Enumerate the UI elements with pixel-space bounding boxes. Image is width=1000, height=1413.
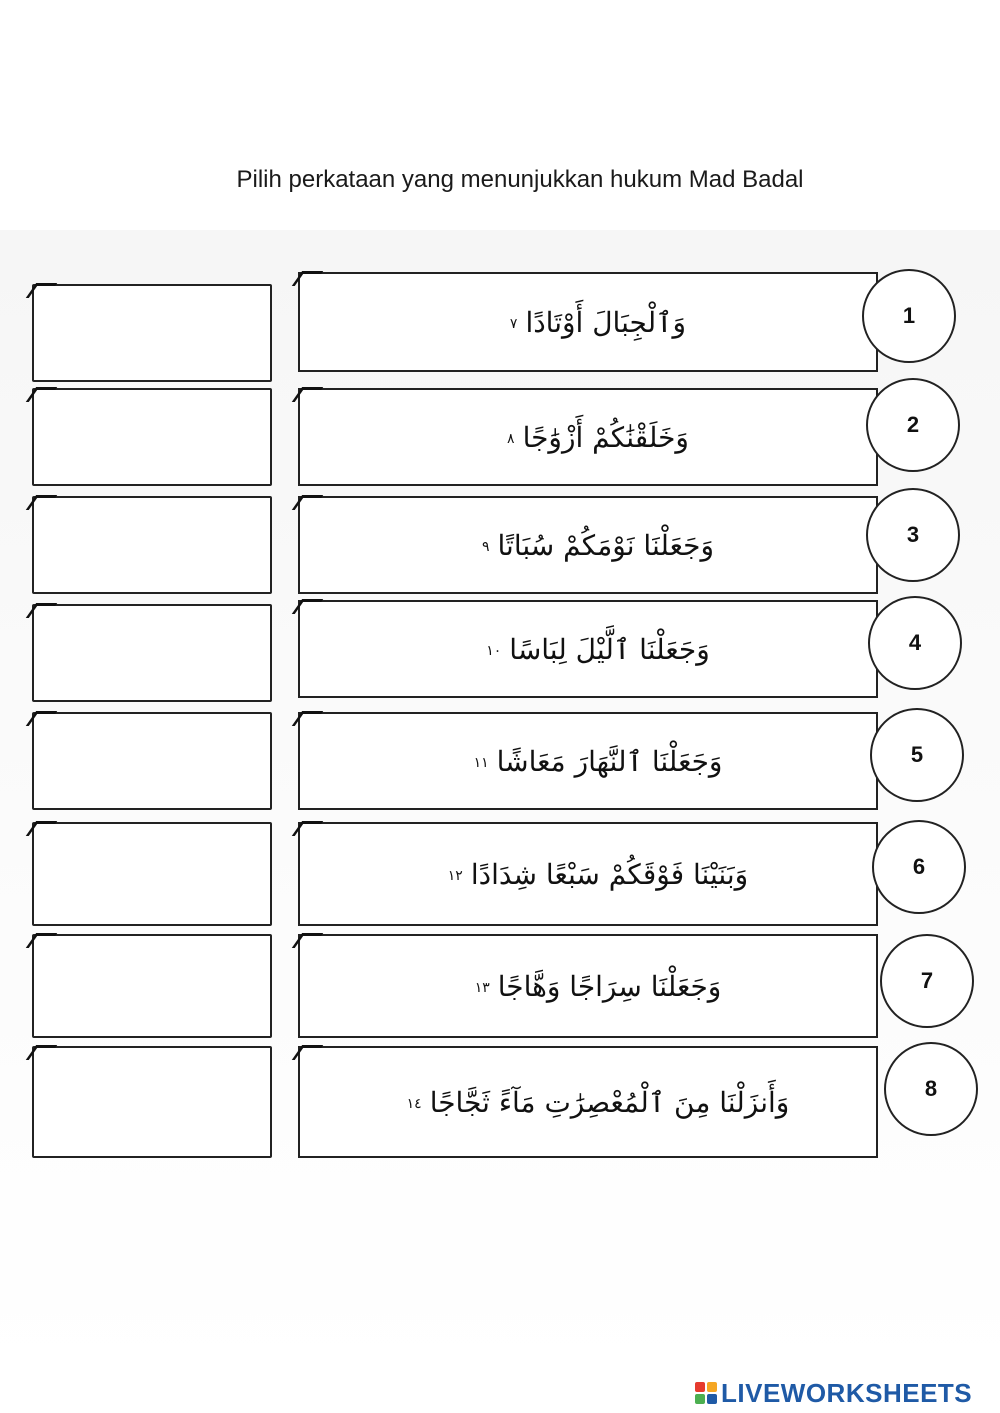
- answer-box-1[interactable]: [32, 284, 272, 382]
- instruction-text: Pilih perkataan yang menunjukkan hukum Mad Badal: [236, 166, 804, 193]
- verse-arabic: وَبَنَيْنَا فَوْقَكُمْ سَبْعًا شِدَادًا: [470, 857, 749, 891]
- verse-box-1[interactable]: [298, 272, 878, 372]
- number-circle-2: 2: [866, 378, 960, 472]
- verse-number: ١١: [473, 755, 489, 771]
- number-circle-8: 8: [884, 1042, 978, 1136]
- verse-arabic: وَخَلَقْنَٰكُمْ أَزْوَٰجًا: [522, 420, 689, 454]
- verse-box-6[interactable]: [298, 822, 878, 926]
- answer-box-5[interactable]: [32, 712, 272, 810]
- verse-text: [490, 306, 686, 339]
- verse-text: [387, 1086, 790, 1119]
- answer-box-4[interactable]: [32, 604, 272, 702]
- number-circle-6: 6: [872, 820, 966, 914]
- verse-number: ١٤: [406, 1096, 422, 1112]
- verse-text: [466, 633, 710, 666]
- verse-number: ٨: [507, 431, 515, 447]
- number-circle-5: 5: [870, 708, 964, 802]
- verse-number: ١٢: [447, 868, 463, 884]
- answer-box-6[interactable]: [32, 822, 272, 926]
- verse-box-3[interactable]: [298, 496, 878, 594]
- number-circle-4: 4: [868, 596, 962, 690]
- verse-box-7[interactable]: [298, 934, 878, 1038]
- logo-square-red: [695, 1382, 705, 1392]
- liveworksheets-logo-icon: [695, 1382, 717, 1404]
- verse-box-4[interactable]: [298, 600, 878, 698]
- logo-square-orange: [707, 1382, 717, 1392]
- answer-box-2[interactable]: [32, 388, 272, 486]
- verse-number: ١٣: [474, 980, 490, 996]
- verse-arabic: وَٱلْجِبَالَ أَوْتَادًا: [525, 305, 687, 339]
- verse-arabic: وَأَنزَلْنَا مِنَ ٱلْمُعْصِرَٰتِ مَآءً ثَجَّاجًا: [429, 1085, 790, 1119]
- verse-arabic: وَجَعَلْنَا نَوْمَكُمْ سُبَاتًا: [497, 528, 715, 562]
- number-circle-7: 7: [880, 934, 974, 1028]
- verse-arabic: وَجَعَلْنَا ٱلَّيْلَ لِبَاسًا: [509, 632, 710, 666]
- verse-arabic: وَجَعَلْنَا سِرَاجًا وَهَّاجًا: [497, 969, 722, 1003]
- verse-text: [428, 858, 748, 891]
- verse-arabic: وَجَعَلْنَا ٱلنَّهَارَ مَعَاشًا: [496, 744, 723, 778]
- verse-text: [454, 745, 723, 778]
- logo-square-blue: [707, 1394, 717, 1404]
- liveworksheets-brand: [695, 1378, 972, 1408]
- verse-number: ٧: [509, 316, 518, 332]
- verse-text: [487, 421, 689, 454]
- verse-text: [462, 529, 714, 562]
- verse-number: ٩: [481, 539, 490, 555]
- verse-box-5[interactable]: [298, 712, 878, 810]
- verse-text: [455, 970, 722, 1003]
- number-circle-3: 3: [866, 488, 960, 582]
- logo-square-green: [695, 1394, 705, 1404]
- answer-box-3[interactable]: [32, 496, 272, 594]
- number-circle-1: 1: [862, 269, 956, 363]
- verse-box-2[interactable]: [298, 388, 878, 486]
- answer-box-7[interactable]: [32, 934, 272, 1038]
- brand-name: LIVEWORKSHEETS: [721, 1377, 973, 1408]
- verse-box-8[interactable]: [298, 1046, 878, 1158]
- verse-number: ١٠: [486, 643, 502, 659]
- answer-box-8[interactable]: [32, 1046, 272, 1158]
